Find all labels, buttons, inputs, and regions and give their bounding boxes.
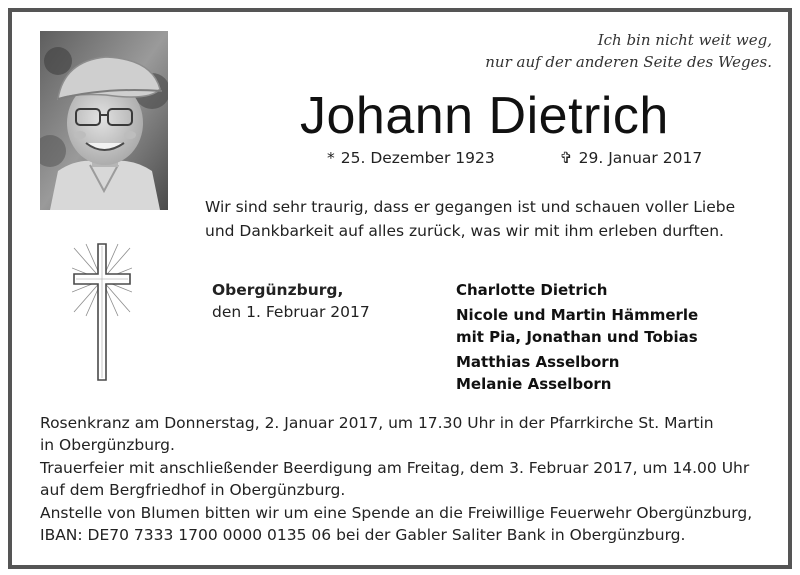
motto bbox=[485, 29, 772, 73]
mourner-name: Matthias Asselborn bbox=[456, 353, 620, 371]
motto-line-2: nur auf der anderen Seite des Weges. bbox=[485, 53, 772, 71]
mourner-group bbox=[456, 279, 698, 301]
death-date-item bbox=[560, 148, 703, 168]
motto-line-1: Ich bin nicht weit weg, bbox=[597, 31, 772, 49]
mourner-group bbox=[456, 304, 698, 348]
funeral-line-2: auf dem Bergfriedhof in Obergünzburg. bbox=[40, 481, 346, 499]
funeral-notices bbox=[40, 411, 775, 547]
intro-line-1: Wir sind sehr traurig, dass er gegangen ist und schauen voller Liebe bbox=[205, 198, 736, 216]
deceased-name: Johann Dietrich bbox=[300, 87, 669, 145]
mourner-name: mit Pia, Jonathan und Tobias bbox=[456, 328, 698, 346]
mourner-name: Melanie Asselborn bbox=[456, 375, 612, 393]
place-and-date bbox=[212, 279, 370, 323]
mourners-list bbox=[456, 279, 698, 398]
donation-line-2: IBAN: DE70 7333 1700 0000 0135 06 bei der Gabler Saliter Bank in Obergünzburg. bbox=[40, 526, 686, 544]
mourner-name: Charlotte Dietrich bbox=[456, 281, 608, 299]
funeral-line-1: Trauerfeier mit anschließender Beerdigung am Freitag, dem 3. Februar 2017, um 14.00 Uhr bbox=[40, 459, 750, 477]
mourner-group bbox=[456, 351, 698, 395]
intro-line-2: und Dankbarkeit auf alles zurück, was wir mit ihm erleben durften. bbox=[205, 222, 724, 240]
donation-line-1: Anstelle von Blumen bitten wir um eine Spende an die Freiwillige Feuerwehr Obergünzburg, bbox=[40, 504, 753, 522]
life-dates bbox=[327, 148, 702, 168]
portrait-photo bbox=[40, 31, 168, 210]
cross-icon bbox=[72, 242, 132, 382]
place-date: den 1. Februar 2017 bbox=[212, 303, 370, 321]
rosary-line-1: Rosenkranz am Donnerstag, 2. Januar 2017, um 17.30 Uhr in der Pfarrkirche St. Martin bbox=[40, 414, 714, 432]
cross-drawing bbox=[72, 242, 132, 382]
birth-date-item bbox=[327, 148, 495, 168]
death-cross-icon: ✞ bbox=[559, 149, 573, 167]
birth-date: 25. Dezember 1923 bbox=[340, 149, 495, 167]
portrait-photo-drawing bbox=[40, 31, 168, 210]
place-city: Obergünzburg, bbox=[212, 281, 344, 299]
rosary-line-2: in Obergünzburg. bbox=[40, 436, 175, 454]
intro-text bbox=[205, 195, 775, 243]
birth-star-icon: * bbox=[327, 149, 335, 167]
mourner-name: Nicole und Martin Hämmerle bbox=[456, 306, 699, 324]
death-date: 29. Januar 2017 bbox=[578, 149, 703, 167]
